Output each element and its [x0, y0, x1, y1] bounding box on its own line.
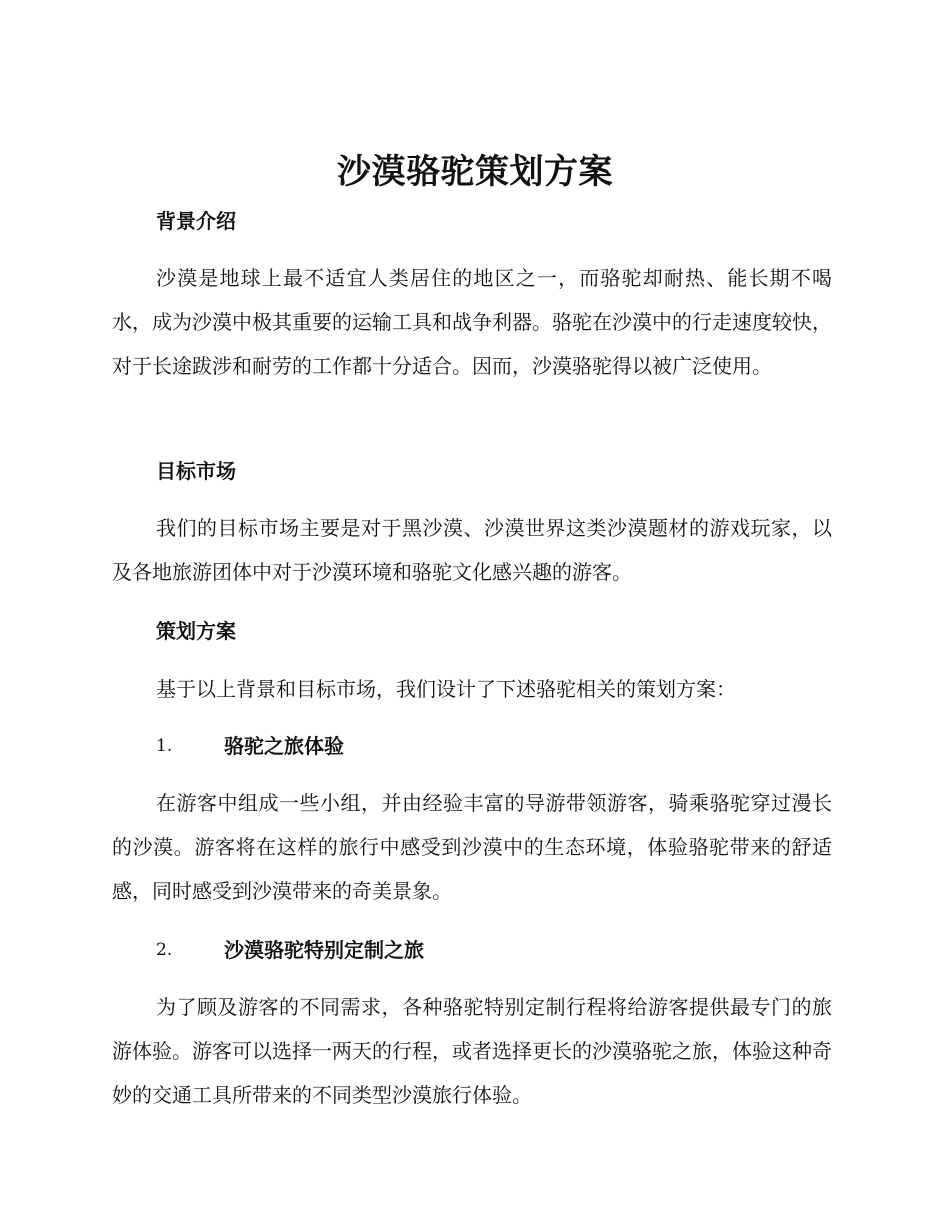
paragraph-target-market: 我们的目标市场主要是对于黑沙漠、沙漠世界这类沙漠题材的游戏玩家，以及各地旅游团体中对于沙漠环境和骆驼文化感兴趣的游客。: [112, 516, 832, 584]
document-title: 沙漠骆驼策划方案: [337, 152, 613, 192]
paragraph-plan-intro: 基于以上背景和目标市场，我们设计了下述骆驼相关的策划方案：: [156, 677, 736, 701]
section-heading-target-market: 目标市场: [156, 459, 236, 483]
section-heading-background: 背景介绍: [156, 209, 236, 233]
section-heading-plan: 策划方案: [156, 619, 236, 643]
paragraph-item-1: 在游客中组成一些小组，并由经验丰富的导游带领游客，骑乘骆驼穿过漫长的沙漠。游客将在这样的旅行中感受到沙漠中的生态环境，体验骆驼带来的舒适感，同时感受到沙漠带来的奇美景象。: [112, 791, 832, 903]
paragraph-background: 沙漠是地球上最不适宜人类居住的地区之一，而骆驼却耐热、能长期不喝水，成为沙漠中极其重要的运输工具和战争利器。骆驼在沙漠中的行走速度较快，对于长途跋涉和耐劳的工作都十分适合。因而，沙漠骆驼得以被广泛使用。: [112, 266, 832, 378]
list-item-title: 骆驼之旅体验: [224, 734, 344, 758]
list-number: 1.: [156, 736, 173, 756]
paragraph-item-2: 为了顾及游客的不同需求，各种骆驼特别定制行程将给游客提供最专门的旅游体验。游客可以选择一两天的行程，或者选择更长的沙漠骆驼之旅，体验这种奇妙的交通工具所带来的不同类型沙漠旅行体验。: [112, 995, 832, 1107]
list-item-title: 沙漠骆驼特别定制之旅: [224, 938, 424, 962]
list-number: 2.: [156, 940, 173, 960]
